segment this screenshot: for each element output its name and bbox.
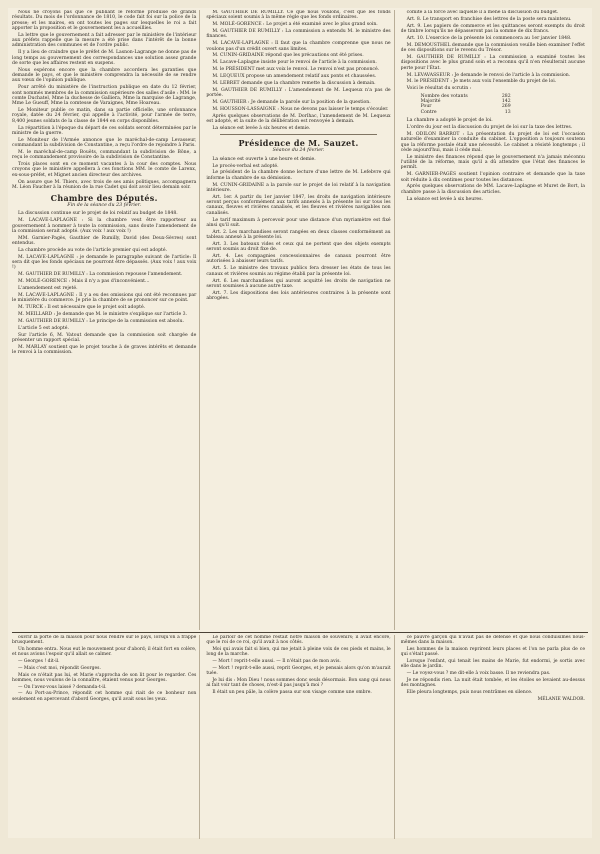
column-1 — [12, 10, 200, 630]
paragraph: Art. 6. Les marchandises qui auront acquitté les droits de navigation ne seront soumises à aucune autre taxe. — [206, 278, 391, 289]
feuilleton-column-3 — [401, 635, 588, 839]
paragraph: Sur l'article 6, M. Vatout demande que la commission soit chargée de présenter un rapport spécial. — [12, 332, 197, 344]
paragraph: M. LACAVE-LAPLAGNE : Il faut que la chambre comprenne que nous ne voulons pas d'un crédit ouvert sans limites. — [206, 41, 391, 52]
paragraph: L'ordre du jour est la discussion du projet de loi sur la taxe des lettres. — [406, 125, 573, 131]
paragraph: M. GAUTHIER : Je demande la parole sur la position de la question. — [212, 100, 371, 106]
paragraph: Art. 5. Le ministre des travaux publics fera dresser les états de tous les canaux et rivières soumis au régime établi par la présente loi. — [206, 266, 391, 277]
paragraph: M. HOUSSON-LASSAIGNE : Nous ne devons pas laisser le temps s'écouler. — [212, 106, 389, 112]
paragraph: M. GAUTHIER DE RUMILLY : La commission repousse l'amendement. — [18, 272, 183, 278]
paragraph: La lettre que le gouvernement a fait adresser par le ministère de l'intérieur aux préfets rappelle que la mesure a été prise dans l'intérêt de la bonne administration des communes et de l'ordre public. — [12, 32, 197, 49]
paragraph: M. le PRÉSIDENT : Je mets aux voix l'ensemble du projet de loi. — [406, 79, 557, 85]
paragraph: On assure que M. Thiers, avec trois de ses amis politiques, accompagnera M. Léon Faucher à la réunion de la rue Cadet qui doit avoir lieu demain soir. — [12, 179, 197, 190]
paragraph: Voici le résultat du scrutin : — [406, 86, 472, 92]
paragraph: M. LEBRET demande que la chambre remette la discussion à demain. — [212, 81, 376, 87]
feuilleton-paragraph: Je lui dis : Mon Dieu ! nous sommes donc seuls désormais. Bon sang qui nous ai fait voir tant de choses, n'est-il pas jusqu'à moi ? — [206, 677, 391, 688]
paragraph: Art. 8. Le transport en franchise des lettres de la poste sera maintenu. — [406, 16, 572, 22]
vote-value: 282 — [501, 93, 511, 99]
paragraph: M. MEILLARD : Je demande que M. le ministre s'explique sur l'article 3. — [18, 312, 188, 318]
section-subheading: Fin de la séance du 23 février. — [67, 203, 142, 209]
feuilleton-paragraph: — Mort ! reprit-t-elle aussi. — Il n'était pas de mon avis. — [212, 659, 341, 664]
paragraph: M. ODILON BARROT : La présentation du projet de loi est l'occasion naturelle d'examiner la conduite du cabinet. L'opposition a toujours soutenu que la réforme postale était une nécessité. Le cabinet a résisté longtemps ; il cède aujourd'hui, mais il cède mal. — [400, 132, 585, 153]
paragraph: Après quelques observations de MM. Lacave-Laplagne et Muret de Bort, la chambre passe à la discussion des articles. — [400, 184, 585, 195]
paragraph: La séance est levée à six heures. — [406, 196, 483, 202]
feuilleton-paragraph: — Le voyez-vous ? me dit-elle à voix basse. Il ne reviendra pas. — [406, 671, 551, 676]
column-3 — [401, 10, 588, 630]
feuilleton-paragraph: ce pauvre garçon qui n'avait pas de défense et que nous conduisîmes nous-mêmes dans la maison. — [400, 635, 585, 646]
feuilleton-paragraph: Lorsque l'enfant, qui tenait les mains de Marie, fut endormi, je sortis avec elle dans le jardin. — [400, 659, 585, 670]
paragraph: M. GAUTHIER DE RUMILLY : Le principe de la commission est absolu. — [18, 319, 184, 325]
paragraph: Pour arrêté du ministère de l'instruction publique en date du 12 février, sont nommés membres de la commission supérieure des salles d'asile : MM. le comte Duchatel, Mme la duchesse de Galliera, Mme la marquise de Lagrange, Mme Le Gueuff, Mme la comtesse de Varaignes, Mme Hoareau. — [12, 85, 197, 107]
paragraph: M. CUNIN-GRIDAINE a la parole sur le projet de loi relatif à la navigation intérieure. — [206, 182, 391, 193]
vote-row — [421, 110, 511, 115]
feuilleton-paragraph: Moi qui avais fait si bien, qui me jetait à pleine voix de ces pieds et mains, le long de la marche. — [206, 647, 391, 658]
vote-label: Majorité — [420, 99, 441, 105]
section-divider — [220, 134, 376, 135]
paragraph: M. DEMOUSTHEL demande que la commission veuille bien examiner l'effet de ces dispositions sur le revenu du Trésor. — [400, 42, 585, 54]
paragraph: La chambre procède au vote de l'article premier qui est adopté. — [18, 248, 168, 253]
feuilleton-paragraph: Le parloir de cet homme restait notre maison de souvenirs; il avait encore, que le roi de ce roi, qu'il avait à nos côtés. — [206, 635, 391, 646]
paragraph: M. GAUTHIER DE RUMILLY : L'amendement de M. Lequeux n'a pas de portée. — [206, 87, 391, 99]
paragraph: Art. 1er. A partir du 1er janvier 1847, les droits de navigation intérieure seront perçus conformément aux tarifs annexés à la présente loi sur tous les canaux, fleuves et rivières canalisés, et les fleuves et rivières navigables non canalisés. — [206, 194, 391, 216]
paragraph: Art. 4. Les compagnies concessionnaires de canaux pourront être autorisées à abaisser leurs tarifs. — [206, 254, 391, 265]
feuilleton-paragraph: — Mort ! reprit-t-elle aussi, reprit Georges, et je pensais alors qu'on m'aurait tuée. — [206, 665, 391, 676]
paragraph: Art. 2. Les marchandises seront rangées en deux classes conformément au tableau annexé à la présente loi. — [206, 229, 391, 241]
section-subheading: Séance du 24 février. — [272, 148, 325, 154]
paragraph: Art. 7. Les dispositions des lois antérieures contraires à la présente sont abrogées. — [206, 290, 391, 302]
paragraph: Il y a lieu de craindre que le préfet de M. Lasnon-Lagrange ne donne pas de long temps au gouvernement des correspondances une solution assez grande de sorte que les affaires restent en suspens. — [12, 50, 197, 66]
paragraph: MM. Garnier-Pagès, Gauthier de Rumilly, David (des Deux-Sèvres) sont entendus. — [12, 235, 197, 247]
paragraph: M. TURCK : Il est nécessaire que le projet soit adopté. — [18, 305, 146, 311]
paragraph: M. MOLÉ-GORENCE : Mais il n'y a pas d'inconvénient... — [18, 279, 150, 285]
paragraph: La discussion continue sur le projet de loi relatif au budget de 1848. — [18, 211, 178, 217]
paragraph: M. GAUTHIER DE RUMILLY : La commission a entendu M. le ministre des finances. — [206, 29, 391, 40]
feuilleton-paragraph: Je ne répondis rien. La nuit était tombée, et les étoiles se levaient au-dessus des montagnes. — [400, 677, 585, 688]
paragraph: La répartition à l'époque du départ de ces soldats seront déterminées par le ministre de la guerre. — [12, 125, 197, 136]
paragraph: Le Moniteur publie ce matin, dans sa partie officielle, une ordonnance royale, datée du 24 février, qui appelle à l'activité, pour l'armée de terre, 8,400 jeunes soldats de la classe de 1844 en corps disponibles. — [12, 108, 197, 124]
newspaper-page — [8, 8, 592, 838]
paragraph: Trois places sont en ce moment vacantes à la cour des comptes. Nous croyons que le ministère appellera à ces fonctions MM. le comte de Larenx, ex-sous-préfet, et Mignet ancien directeur des archives. — [12, 162, 197, 178]
paragraph: La chambre a adopté le projet de loi. — [406, 118, 493, 124]
paragraph: M. le PRÉSIDENT met aux voix le renvoi. Le renvoi n'est pas prononcé. — [212, 67, 380, 73]
vote-label: Contre — [420, 109, 437, 115]
paragraph: Art. 9. Les papiers de commerce et les quittances seront exempts du droit de timbre lorsqu'ils ne dépasseront pas la somme de dix francs. — [400, 23, 585, 35]
paragraph: Le tarif maximum à percevoir pour une distance d'un myriamètre est fixé ainsi qu'il suit. — [206, 217, 391, 228]
feuilleton — [12, 632, 588, 839]
paragraph: Art. 10. L'exercice de la présente loi commencera au 1er janvier 1848. — [406, 35, 572, 41]
paragraph: Le président de la chambre donne lecture d'une lettre de M. Lefebvre qui informe la chambre de sa démission. — [206, 170, 391, 181]
section-heading: Présidence de M. Sauzet. — [238, 138, 359, 149]
feuilleton-paragraph: Elle pleura longtemps, puis nous rentrâmes en silence. — [406, 689, 533, 695]
paragraph: Le Moniteur de l'Armée annonce que le maréchal-de-camp Levasseur, commandant la subdivision de Constantine, a reçu l'ordre de rejoindre à Paris. — [12, 137, 197, 148]
paragraph: La séance est levée à six heures et demie. — [212, 126, 311, 132]
paragraph: Après quelques observations de M. Dorlhac, l'amendement de M. Lequeux est adopté, et la suite de la délibération est renvoyée à demain. — [206, 113, 391, 125]
paragraph: M. MOLÉ-GORENCE : Le projet a été examiné avec le plus grand soin. — [212, 22, 378, 28]
paragraph: Nous ne croyons pas que ce publiant le réforme produise de grands résultats. Du mois de l'ordonnance de 1810, le code fait foi sur la police de la presse; et les maires, en ont toutes les pages sur lesquelles le roi a fait apporter la proposition et le gouvernement les a accueillies. — [12, 10, 197, 31]
paragraph: M. GAUTHIER DE RUMILLY. Ce que nous voulons, c'est que les fonds spéciaux soient soumis à la même règle que les fonds ordinaires. — [206, 10, 391, 21]
paragraph: M. le maréchal-de-camp Bouëts, commandant la subdivision de Bône, a reçu le commandement provisoire de la subdivision de Constantine. — [12, 149, 197, 161]
feuilleton-paragraph: — Mais c'est moi, répondit Georges. — [18, 665, 101, 671]
vote-value: 269 — [501, 104, 511, 110]
feuilleton-paragraph: — On l'avez-vous laissé ? demanda-t-il. — [18, 684, 107, 690]
feuilleton-paragraph: Les hommes de la maison reprirent leurs places et l'on ne parla plus de ce qui s'était passé. — [400, 647, 585, 658]
paragraph: M. GARNIER-PAGÈS soutient l'opinion contraire et demande que la taxe soit réduite à dix centimes pour toutes les distances. — [400, 172, 585, 183]
main-columns — [12, 10, 588, 630]
feuilleton-paragraph: Mais ce n'était pas lui, et Marie s'approcha de son lit pour le regarder. Ces hommes, nous voulons de la connaître, étaient venus pour Georges. — [12, 672, 197, 683]
feuilleton-paragraph: Il était un peu pâle, la colère passa sur son visage comme une ombre. — [212, 689, 372, 695]
paragraph: M. LACAVE-LAPLAGNE : Il y a eu des omissions qui ont été reconnues par le ministère du commerce. Je prie la chambre de se prononcer sur ce point. — [12, 293, 197, 304]
paragraph: Le procès-verbal est adopté. — [212, 163, 279, 169]
author-signature: MÉLANIE WALDOR. — [537, 696, 585, 702]
section-heading: Chambre des Députés. — [50, 193, 158, 204]
paragraph: M. LEQUEUX propose un amendement relatif aux ponts et chaussées. — [212, 74, 377, 80]
vote-label: Pour — [420, 104, 432, 110]
paragraph: M. MARLAY soutient que le projet touche à de graves intérêts et demande le renvoi à la commission. — [12, 344, 197, 356]
feuilleton-paragraph: — Au Port-au-Prince, répondit cet homme qui riait de ce bonheur non seulement en apercevant d'abord Georges, qu'il avait sous les yeux. — [12, 691, 197, 702]
vote-label: Nombre des votants — [420, 93, 468, 99]
paragraph: Le ministre des finances répond que le gouvernement n'a jamais méconnu l'utilité de la réforme, mais qu'il a dû attendre que l'état des finances le permît. — [400, 154, 585, 171]
paragraph: M. LACAVE-LAPLAGNE : Si la chambre veut être rapporteur au gouvernement à nommer à toute la commission, sans doute l'amendement de la commission serait adopté. (Aux voix ! aux voix !) — [12, 218, 197, 234]
feuilleton-paragraph: Un homme entra. Nous eut le mouvement pour d'abord; il était fort en colère, et nous avions l'espoir qu'il allait se calmer. — [12, 647, 197, 658]
paragraph: M. CUNIN-GRIDAINE répond que les précautions ont été prises. — [212, 53, 364, 59]
paragraph: comité à la force avec laquelle il a mené la discussion du budget. — [406, 10, 559, 15]
paragraph: La séance est ouverte à une heure et demie. — [212, 156, 316, 162]
vote-results — [421, 94, 585, 116]
feuilleton-paragraph: ouvrir la porte de la maison pour nous rendre sur le pays, lorsqu'on a frappé brusquement. — [12, 635, 197, 646]
feuilleton-column-2 — [206, 635, 394, 839]
paragraph: M. LEVAVASSEUR : Je demande le renvoi de l'article à la commission. — [406, 72, 571, 78]
column-2 — [206, 10, 394, 630]
paragraph: Art. 3. Les bateaux vides et ceux qui ne portent que des objets exempts seront soumis au droit fixe de. — [206, 241, 391, 253]
paragraph: M. GAUTHIER DE RUMILLY : La commission a examiné toutes les dispositions avec le plus grand soin et a reconnu qu'il n'en résulterait aucune perte pour l'État. — [400, 55, 585, 71]
vote-value: 142 — [501, 99, 511, 105]
feuilleton-paragraph: — Georges ! dit-il. — [18, 659, 60, 664]
vote-value: 13 — [504, 109, 511, 115]
paragraph: M. Lacave-Laplagne insiste pour le renvoi de l'article à la commission. — [212, 60, 377, 66]
paragraph: L'amendement est rejeté. — [18, 286, 78, 292]
paragraph: M. LACAVE-LAPLAGNE : je demande le paragraphe suivant de l'article: Il sera dit que les fonds spéciaux ne pourront être dépassés. (Aux voix ! aux voix !) — [12, 254, 197, 271]
paragraph: Nous espérons encore que la chambre accordera les garanties que demande le pays, et que le ministère comprendra la nécessité de se rendre aux vœux de l'opinion publique. — [12, 67, 197, 84]
feuilleton-column-1 — [12, 635, 200, 839]
paragraph: L'article 5 est adopté. — [18, 325, 69, 331]
